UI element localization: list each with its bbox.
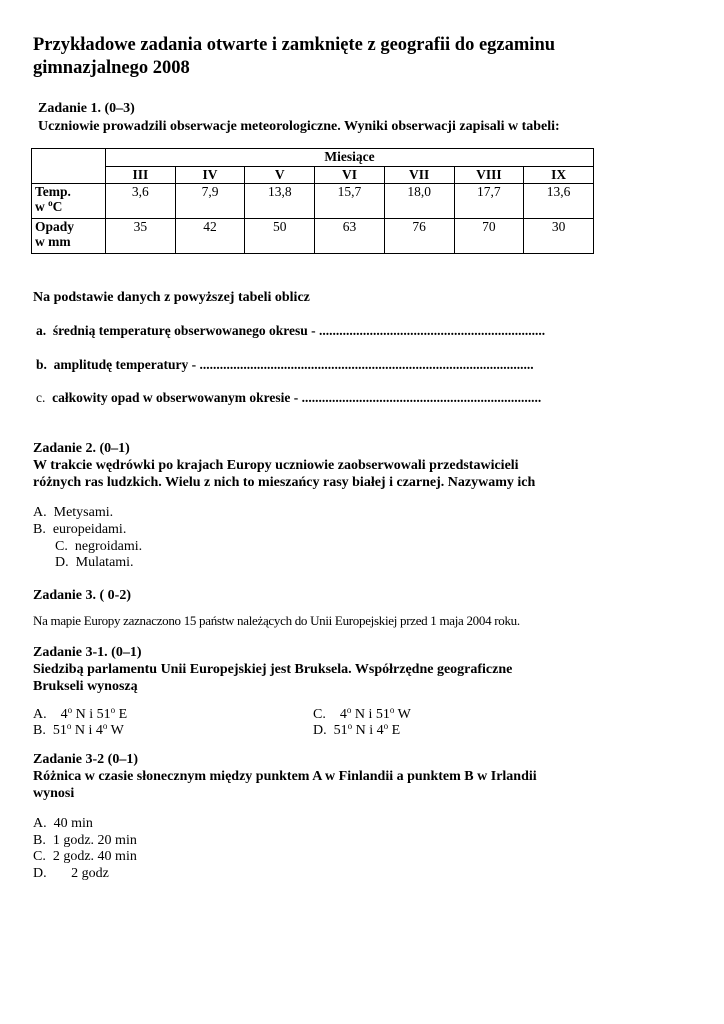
month-header: VIII <box>454 167 524 184</box>
task1-item-c: c. całkowity opad w obserwowanym okresie - ....................................................................... <box>36 390 542 405</box>
task2-option-a: A. Metysami. <box>33 505 114 520</box>
table-cell: 3,6 <box>106 184 176 219</box>
temperature-row-label <box>32 184 106 219</box>
table-cell: 35 <box>106 219 176 254</box>
task32-line-1: Różnica w czasie słonecznym między punktem A w Finlandii a punktem B w Irlandii <box>33 769 537 784</box>
table-cell: 42 <box>175 219 245 254</box>
precipitation-row-label <box>32 219 106 254</box>
title-line-1: Przykładowe zadania otwarte i zamknięte z geografii do egzaminu <box>33 35 556 55</box>
task1-intro: Uczniowie prowadzili obserwacje meteorologiczne. Wyniki obserwacji zapisali w tabeli: <box>38 119 560 134</box>
task3-intro: Na mapie Europy zaznaczono 15 państw należących do Unii Europejskiej przed 1 maja 2004 roku. <box>33 613 520 628</box>
table-cell: 7,9 <box>175 184 245 219</box>
month-header: VI <box>315 167 385 184</box>
task2-heading: Zadanie 2. (0–1) <box>33 441 130 456</box>
table-cell: 13,8 <box>245 184 315 219</box>
table-cell: 17,7 <box>454 184 524 219</box>
task2-option-d: D. Mulatami. <box>55 555 134 570</box>
month-header: V <box>245 167 315 184</box>
task32-option-a: A. 40 min <box>33 816 93 831</box>
months-group-header: Miesiące <box>106 149 594 167</box>
table-corner-cell <box>32 149 106 184</box>
table-cell: 30 <box>524 219 594 254</box>
task1-item-a: a. średnią temperaturę obserwowanego okresu - ................................................................... <box>36 323 546 338</box>
task32-option-c: C. 2 godz. 40 min <box>33 849 137 864</box>
task32-heading: Zadanie 3-2 (0–1) <box>33 752 138 767</box>
task2-line-1: W trakcie wędrówki po krajach Europy uczniowie zaobserwowali przedstawicieli <box>33 458 519 473</box>
month-header: IX <box>524 167 594 184</box>
table-cell: 50 <box>245 219 315 254</box>
month-header: III <box>106 167 176 184</box>
temperature-label-line-1: Temp. <box>35 184 71 199</box>
table-cell: 76 <box>384 219 454 254</box>
task2-line-2: różnych ras ludzkich. Wielu z nich to mieszańcy rasy białej i czarnej. Nazywamy ich <box>33 475 536 490</box>
table-row-temperature <box>32 184 594 219</box>
table-cell: 70 <box>454 219 524 254</box>
precipitation-label-line-1: Opady <box>35 219 75 234</box>
table-cell: 18,0 <box>384 184 454 219</box>
task31-option-d: D. 51$^o$ N i 4$^o$ E <box>313 721 401 738</box>
task31-option-c: C. 4$^o$ N i 51$^o$ W <box>313 705 411 722</box>
month-header: VII <box>384 167 454 184</box>
task31-line-1: Siedzibą parlamentu Unii Europejskiej jest Bruksela. Współrzędne geograficzne <box>33 662 513 677</box>
table-cell: 15,7 <box>315 184 385 219</box>
title-line-2: gimnazjalnego 2008 <box>33 58 190 78</box>
task2-option-b: B. europeidami. <box>33 522 127 537</box>
table-row-precipitation <box>32 219 594 254</box>
precipitation-label-line-2: w mm <box>35 234 71 249</box>
observation-table <box>31 148 594 254</box>
task2-option-c: C. negroidami. <box>55 539 143 554</box>
temperature-label-line-2: w $^o$C <box>35 198 63 214</box>
task31-heading: Zadanie 3-1. (0–1) <box>33 645 142 660</box>
table-cell: 63 <box>315 219 385 254</box>
task31-option-a: A. 4$^o$ N i 51$^o$ E <box>33 705 128 722</box>
task1-heading: Zadanie 1. (0–3) <box>38 101 135 116</box>
task31-line-2: Brukseli wynoszą <box>33 679 138 694</box>
page-title <box>33 34 555 80</box>
task3-heading: Zadanie 3. ( 0-2) <box>33 588 131 603</box>
task1-instruction: Na podstawie danych z powyższej tabeli oblicz <box>33 290 310 305</box>
task1-item-b: b. amplitudę temperatury - ................................................................................................... <box>36 357 534 372</box>
table-cell: 13,6 <box>524 184 594 219</box>
task32-line-2: wynosi <box>33 786 75 801</box>
task32-option-b: B. 1 godz. 20 min <box>33 833 137 848</box>
task32-option-d: D. 2 godz <box>33 866 109 881</box>
task31-option-b: B. 51$^o$ N i 4$^o$ W <box>33 721 124 738</box>
month-header: IV <box>175 167 245 184</box>
